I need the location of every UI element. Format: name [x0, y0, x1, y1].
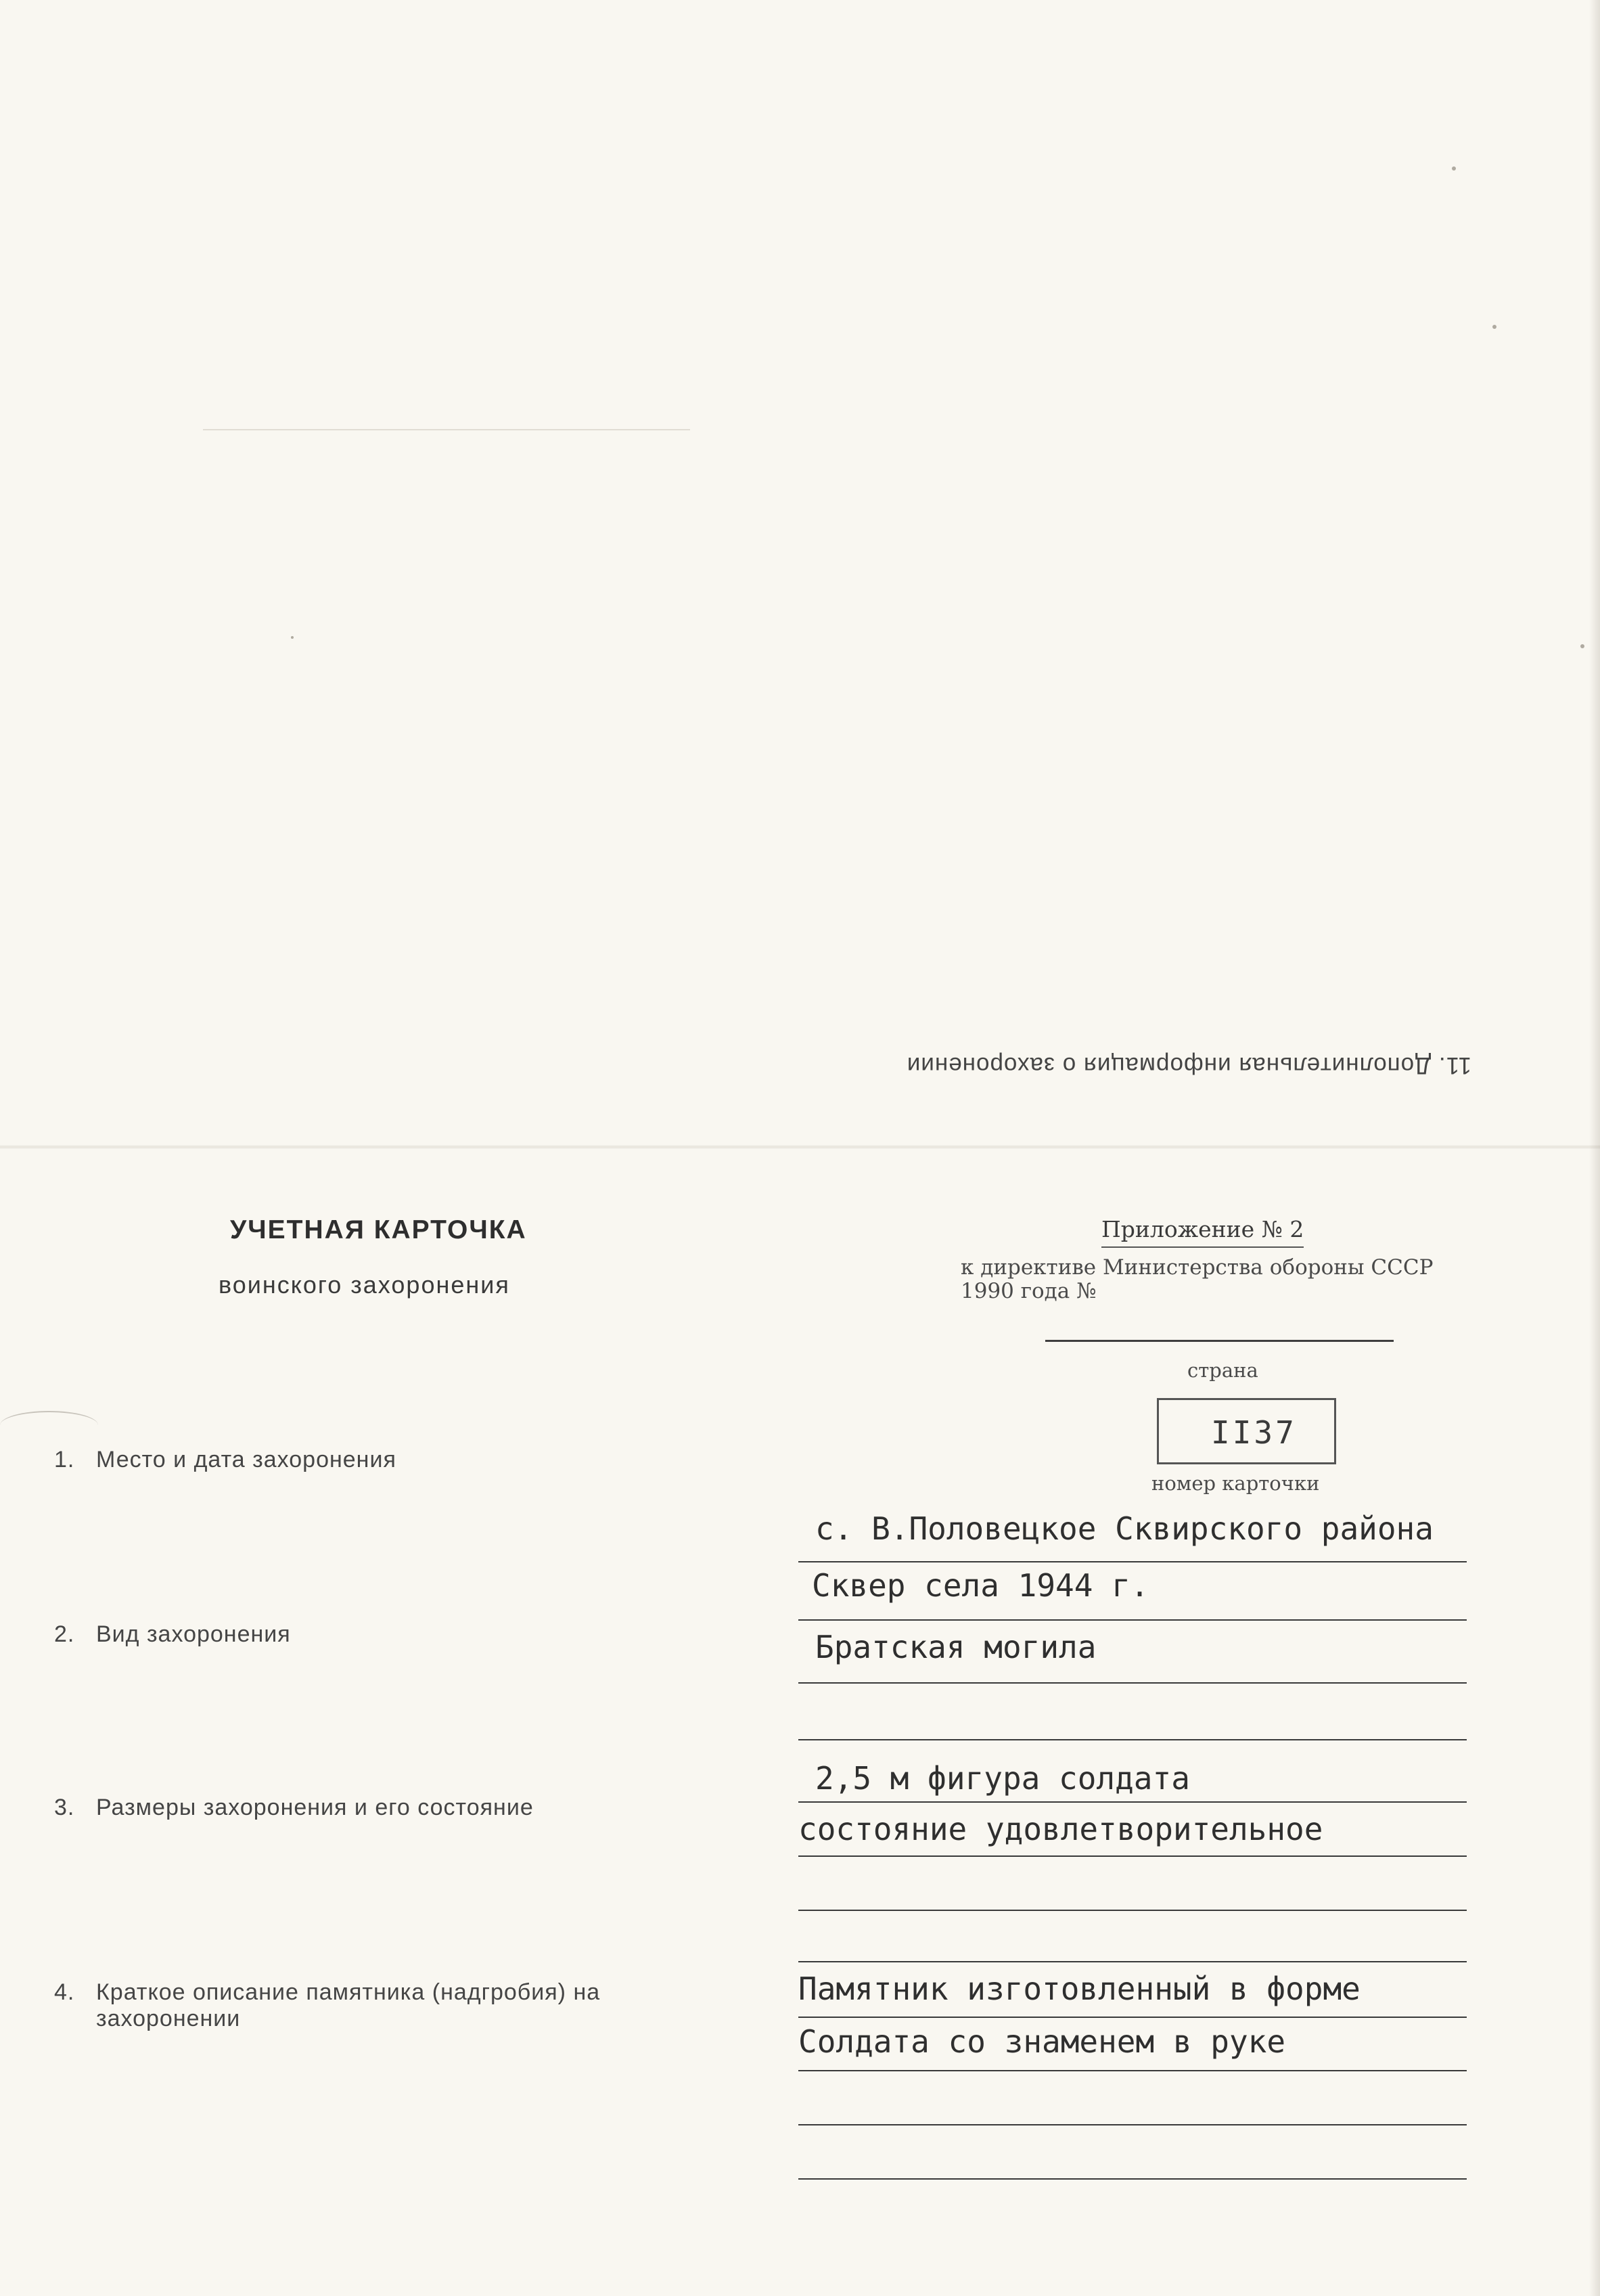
field-4-value-1: Памятник изготовленный в форме: [798, 1971, 1361, 2007]
paper-speck: [1452, 166, 1456, 171]
card-title: УЧЕТНАЯ КАРТОЧКА: [230, 1215, 527, 1244]
field-4-line-0: [798, 1961, 1467, 1962]
field-2-text: Вид захоронения: [96, 1621, 291, 1647]
field-1-label: [54, 1447, 396, 1473]
paper-edge: [1589, 0, 1600, 2296]
field-3-value-2: состояние удовлетворительное: [798, 1811, 1323, 1847]
field-1-text: Место и дата захоронения: [96, 1447, 396, 1472]
fold-line: [0, 1145, 1600, 1149]
country-field-line: [1045, 1340, 1394, 1342]
additional-info-heading: 11. Дополнительная информация о захоронении: [906, 1052, 1471, 1079]
card-subtitle: воинского захоронения: [219, 1271, 510, 1299]
paper-crease: [203, 429, 690, 430]
field-3-line-1: [798, 1801, 1467, 1803]
field-4-number: 4.: [54, 1979, 75, 2005]
field-2-line-1: [798, 1682, 1467, 1684]
field-4-line-2: [798, 2070, 1467, 2071]
field-1-value-2: Сквер села 1944 г.: [812, 1567, 1149, 1604]
country-label: страна: [1187, 1359, 1258, 1382]
field-4-line-1: [798, 2017, 1467, 2018]
field-2-label: [54, 1621, 291, 1648]
paper-speck: [1492, 325, 1496, 329]
field-1-line-1: [798, 1561, 1467, 1562]
field-3-value-1: 2,5 м фигура солдата: [815, 1760, 1190, 1797]
field-4-value-2: Солдата со знаменем в руке: [798, 2023, 1286, 2060]
field-4-label: [54, 1979, 600, 2032]
directive-line-2: 1990 года №: [961, 1279, 1097, 1303]
field-4-line-3: [798, 2124, 1467, 2125]
field-1-value-1: с. В.Половецкое Сквирского района: [815, 1510, 1434, 1547]
field-4-text-cont: захоронении: [96, 2006, 241, 2031]
field-1-line-2: [798, 1619, 1467, 1621]
field-1-number: 1.: [54, 1447, 75, 1472]
appendix-label: Приложение № 2: [1101, 1216, 1304, 1248]
field-3-text: Размеры захоронения и его состояние: [96, 1795, 534, 1820]
field-3-number: 3.: [54, 1795, 75, 1820]
paper-speck: [291, 636, 294, 639]
field-3-label: [54, 1795, 534, 1821]
field-2-line-2: [798, 1739, 1467, 1740]
field-4-text: Краткое описание памятника (надгробия) на: [96, 1979, 601, 2005]
pencil-mark: [0, 1411, 98, 1439]
paper-speck: [1580, 644, 1584, 648]
field-4-line-4: [798, 2178, 1467, 2180]
card-number: II37: [1211, 1414, 1297, 1451]
field-3-line-3: [798, 1910, 1467, 1911]
directive-line-1: к директиве Министерства обороны СССР: [961, 1255, 1434, 1280]
field-2-number: 2.: [54, 1621, 75, 1647]
card-number-label: номер карточки: [1151, 1472, 1320, 1495]
field-2-value-1: Братская могила: [815, 1629, 1097, 1665]
field-3-line-2: [798, 1855, 1467, 1857]
